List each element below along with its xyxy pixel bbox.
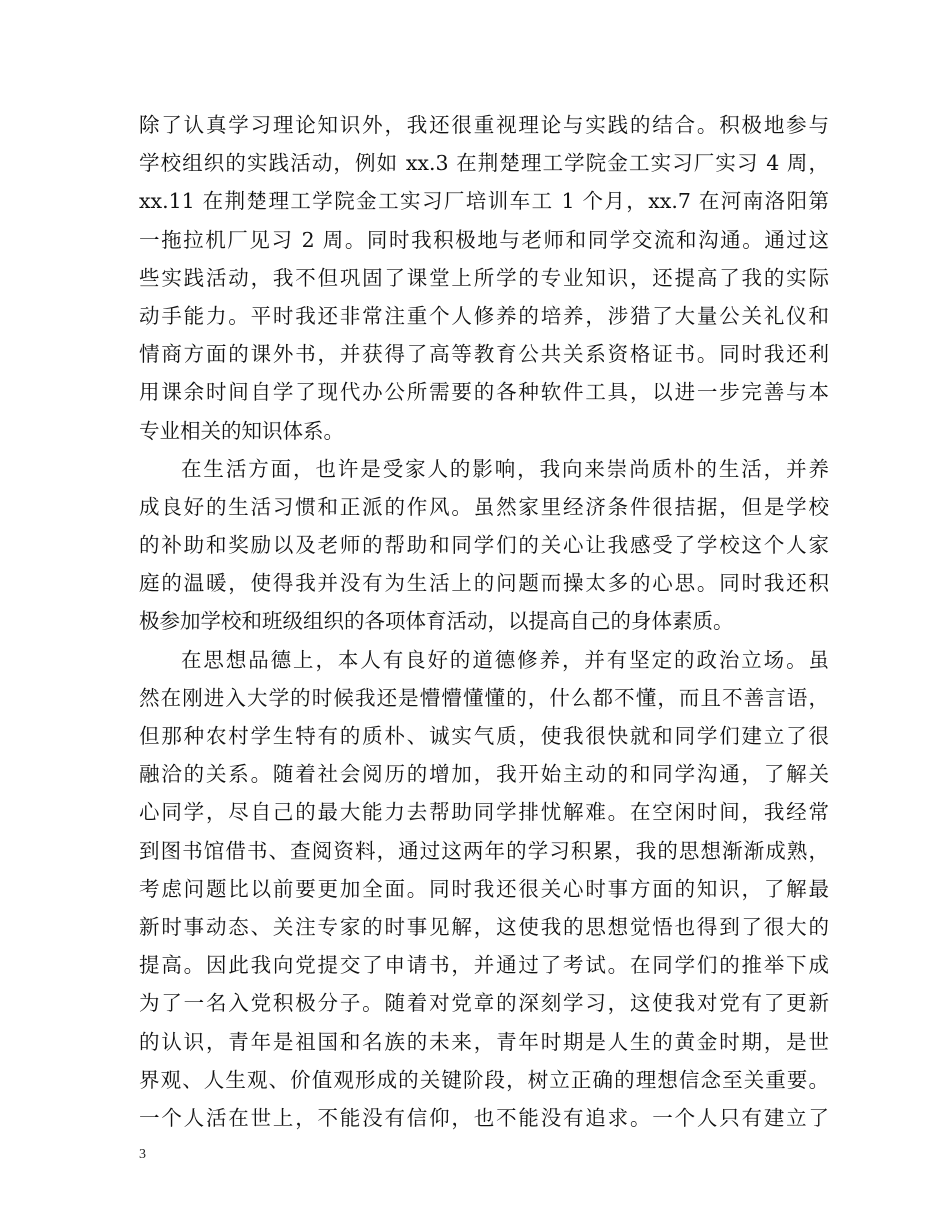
text-line: 融洽的关系。随着社会阅历的增加，我开始主动的和同学沟通，了解关 xyxy=(139,762,829,787)
text-line: 动手能力。平时我还非常注重个人修养的培养，涉猎了大量公关礼仪和 xyxy=(139,303,829,328)
text-line: 专业相关的知识体系。 xyxy=(139,418,344,443)
text-line: 一个人活在世上，不能没有信仰，也不能没有追求。一个人只有建立了 xyxy=(139,1105,829,1130)
text-line: 在思想品德上，本人有良好的道德修养，并有坚定的政治立场。虽 xyxy=(181,647,829,672)
text-line: 用课余时间自学了现代办公所需要的各种软件工具，以进一步完善与本 xyxy=(139,380,829,405)
text-line: 为了一名入党积极分子。随着对党章的深刻学习，这使我对党有了更新 xyxy=(139,991,829,1016)
text-line: 一拖拉机厂见习 2 周。同时我积极地与老师和同学交流和沟通。通过这 xyxy=(139,227,829,252)
body-text xyxy=(139,106,829,1137)
text-line: 成良好的生活习惯和正派的作风。虽然家里经济条件很拮据，但是学校 xyxy=(139,494,829,519)
text-line: 新时事动态、关注专家的时事见解，这使我的思想觉悟也得到了很大的 xyxy=(139,914,829,939)
text-line: 界观、人生观、价值观形成的关键阶段，树立正确的理想信念至关重要。 xyxy=(139,1067,829,1092)
text-line: 的认识，青年是祖国和名族的未来，青年时期是人生的黄金时期，是世 xyxy=(139,1029,829,1054)
text-line: 的补助和奖励以及老师的帮助和同学们的关心让我感受了学校这个人家 xyxy=(139,533,829,558)
text-line: xx.11 在荆楚理工学院金工实习厂培训车工 1 个月，xx.7 在河南洛阳第 xyxy=(139,189,829,214)
text-line: 到图书馆借书、查阅资料，通过这两年的学习积累，我的思想渐渐成熟， xyxy=(139,838,829,863)
text-line: 些实践活动，我不但巩固了课堂上所学的专业知识，还提高了我的实际 xyxy=(139,265,829,290)
text-line: 极参加学校和班级组织的各项体育活动，以提高自己的身体素质。 xyxy=(139,609,734,634)
text-line: 庭的温暖，使得我并没有为生活上的问题而操太多的心思。同时我还积 xyxy=(139,571,829,596)
text-line: 考虑问题比以前要更加全面。同时我还很关心时事方面的知识，了解最 xyxy=(139,876,829,901)
text-line: 然在刚进入大学的时候我还是懵懵懂懂的，什么都不懂，而且不善言语， xyxy=(139,685,829,710)
text-line: 情商方面的课外书，并获得了高等教育公共关系资格证书。同时我还利 xyxy=(139,342,829,367)
text-line: 心同学，尽自己的最大能力去帮助同学排忧解难。在空闲时间，我经常 xyxy=(139,800,829,825)
text-line: 提高。因此我向党提交了申请书，并通过了考试。在同学们的推举下成 xyxy=(139,953,829,978)
text-line: 学校组织的实践活动，例如 xx.3 在荆楚理工学院金工实习厂实习 4 周， xyxy=(139,151,829,176)
text-line: 在生活方面，也许是受家人的影响，我向来崇尚质朴的生活，并养 xyxy=(181,456,829,481)
page-number: 3 xyxy=(139,1147,146,1162)
text-line: 但那种农村学生特有的质朴、诚实气质，使我很快就和同学们建立了很 xyxy=(139,724,829,748)
text-line: 除了认真学习理论知识外，我还很重视理论与实践的结合。积极地参与 xyxy=(139,113,829,137)
